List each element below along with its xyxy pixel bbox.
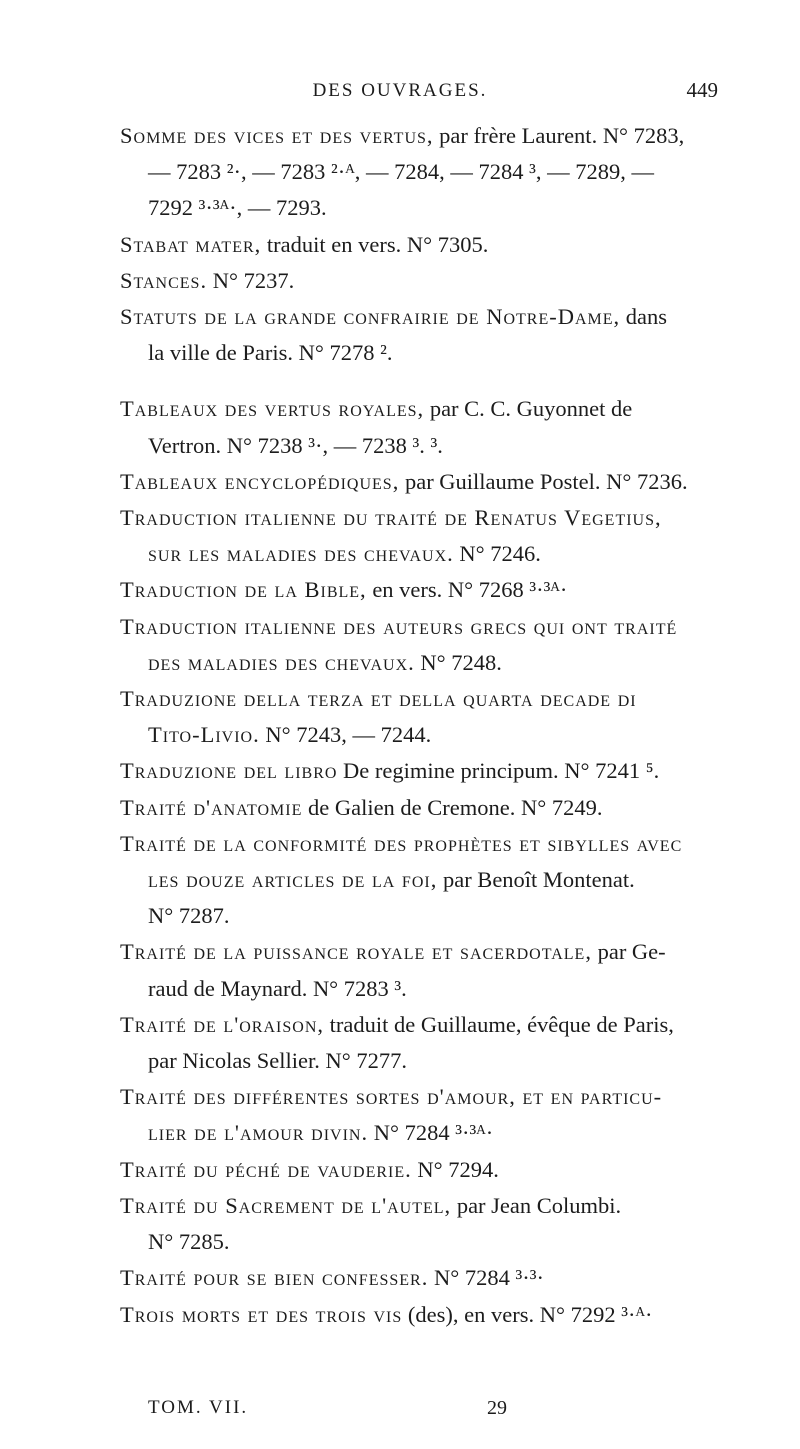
entry-title: Tito-Livio. xyxy=(148,722,260,748)
running-title: DES OUVRAGES. xyxy=(312,80,488,101)
entry-text: Vertron. N° 7238 ³·, — 7238 ³. ³. xyxy=(148,432,443,458)
entry-text: N° 7237. xyxy=(207,267,295,293)
entry-line xyxy=(0,536,800,572)
entry-line xyxy=(0,1152,800,1188)
entry-line xyxy=(0,335,800,371)
index-entry xyxy=(0,934,800,1006)
entry-title: Traité de l'oraison, xyxy=(120,1011,324,1037)
entry-text: en vers. N° 7268 ³·³ᴬ· xyxy=(366,577,568,603)
index-entry xyxy=(0,1079,800,1151)
entry-line xyxy=(0,391,800,427)
index-entry xyxy=(0,1007,800,1079)
entry-line xyxy=(0,971,800,1007)
entry-line xyxy=(0,500,800,536)
page-number: 449 xyxy=(686,78,718,102)
entry-title: Traduzione del libro xyxy=(120,758,338,784)
entry-text: par Benoît Montenat. xyxy=(437,867,635,893)
entry-title: les douze articles de la foi, xyxy=(148,867,438,893)
entry-line xyxy=(0,428,800,464)
index-entry xyxy=(0,681,800,753)
entry-line xyxy=(0,154,800,190)
entry-title: Stabat mater, xyxy=(120,231,262,257)
entry-title: Trois morts et des trois vis xyxy=(120,1301,403,1327)
entry-line xyxy=(0,862,800,898)
entry-title: lier de l'amour divin. xyxy=(148,1120,369,1146)
entry-text: traduit de Guillaume, évêque de Paris, xyxy=(324,1011,674,1037)
entry-text: raud de Maynard. N° 7283 ³. xyxy=(148,975,407,1001)
tome-label: TOM. VII. xyxy=(148,1397,249,1418)
page-header xyxy=(0,76,800,110)
entry-title: Traité du péché de vauderie. xyxy=(120,1156,412,1182)
entry-title: Traduction italienne des auteurs grecs qui ont traité xyxy=(120,613,678,639)
entry-line xyxy=(0,1043,800,1079)
entry-line xyxy=(0,263,800,299)
entry-line xyxy=(0,934,800,970)
entry-line xyxy=(0,1260,800,1296)
index-entry xyxy=(0,391,800,463)
entry-title: Traduction de la Bible, xyxy=(120,577,367,603)
entry-line xyxy=(0,1224,800,1260)
entry-title: Traduzione della terza et della quarta decade di xyxy=(120,686,637,712)
entry-line xyxy=(0,898,800,934)
entry-text: traduit en vers. N° 7305. xyxy=(261,231,489,257)
entry-line xyxy=(0,118,800,154)
entry-line xyxy=(0,790,800,826)
entry-text: 7292 ³·³ᴬ·, — 7293. xyxy=(148,195,327,221)
entry-title: Traité de la puissance royale et sacerdotale, xyxy=(120,939,592,965)
entry-line xyxy=(0,645,800,681)
index-entry xyxy=(0,1297,800,1333)
entry-text: N° 7287. xyxy=(148,903,230,929)
index-entry xyxy=(0,1152,800,1188)
entry-line xyxy=(0,1007,800,1043)
entry-text: N° 7284 ³·³· xyxy=(428,1265,544,1291)
entry-text: N° 7243, — 7244. xyxy=(259,722,432,748)
entry-text: par Nicolas Sellier. N° 7277. xyxy=(148,1048,407,1074)
index-entry xyxy=(0,609,800,681)
entry-line xyxy=(0,1115,800,1151)
entry-line xyxy=(0,1079,800,1115)
entry-title: Traité d'anatomie xyxy=(120,794,303,820)
entry-text: N° 7284 ³·³ᴬ· xyxy=(368,1120,494,1146)
entry-text: N° 7246. xyxy=(453,541,541,567)
entry-line xyxy=(0,464,800,500)
entry-title: Traité de la conformité des prophètes et sibylles avec xyxy=(120,830,683,856)
entry-line xyxy=(0,681,800,717)
entry-line xyxy=(0,609,800,645)
entry-title: Tableaux des vertus royales, xyxy=(120,396,425,422)
entry-text: N° 7248. xyxy=(414,649,502,675)
entry-line xyxy=(0,572,800,608)
entry-text: De regimine principum. N° 7241 ⁵. xyxy=(337,758,660,784)
signature-mark: 29 xyxy=(487,1397,507,1419)
entry-title: Statuts de la grande confrairie de Notre-Dame, xyxy=(120,304,621,330)
entry-title: sur les maladies des chevaux. xyxy=(148,541,454,567)
index-entry xyxy=(0,572,800,608)
entry-line xyxy=(0,227,800,263)
index-entry xyxy=(0,464,800,500)
index-entry xyxy=(0,227,800,263)
entry-title: Traité pour se bien confesser. xyxy=(120,1265,429,1291)
entry-title: Traité des différentes sortes d'amour, et en particu- xyxy=(120,1084,663,1110)
entry-gap xyxy=(0,371,800,391)
entry-text: (des), en vers. N° 7292 ³·ᴬ· xyxy=(402,1301,653,1327)
entry-text: par Ge- xyxy=(591,939,666,965)
entry-title: Traduction italienne du traité de Renatus Vegetius, xyxy=(120,505,662,531)
entry-line xyxy=(0,190,800,226)
entry-title: Stances. xyxy=(120,267,208,293)
entry-title: Traité du Sacrement de l'autel, xyxy=(120,1192,452,1218)
entry-text: N° 7285. xyxy=(148,1229,230,1255)
entry-line xyxy=(0,1188,800,1224)
index-entry xyxy=(0,790,800,826)
index-entries xyxy=(0,118,800,1333)
index-entry xyxy=(0,753,800,789)
entry-text: la ville de Paris. N° 7278 ². xyxy=(148,340,393,366)
index-entry xyxy=(0,299,800,371)
entry-line xyxy=(0,1297,800,1333)
entry-title: Somme des vices et des vertus, xyxy=(120,123,434,148)
index-entry xyxy=(0,1188,800,1260)
page-footer xyxy=(0,1397,800,1427)
index-entry xyxy=(0,263,800,299)
entry-line xyxy=(0,826,800,862)
entry-text: par C. C. Guyonnet de xyxy=(424,396,633,422)
entry-text: — 7283 ²·, — 7283 ²·ᴬ, — 7284, — 7284 ³, — 7289, — xyxy=(148,159,654,185)
entry-text: N° 7294. xyxy=(411,1156,499,1182)
index-entry xyxy=(0,118,800,227)
entry-line xyxy=(0,299,800,335)
entry-title: Tableaux encyclopédiques, xyxy=(120,468,400,494)
entry-line xyxy=(0,753,800,789)
entry-text: par frère Laurent. N° 7283, xyxy=(433,123,685,148)
index-entry xyxy=(0,1260,800,1296)
index-entry xyxy=(0,826,800,935)
entry-text: dans xyxy=(620,304,668,330)
entry-title: des maladies des chevaux. xyxy=(148,649,415,675)
entry-text: par Jean Columbi. xyxy=(451,1192,622,1218)
entry-text: par Guillaume Postel. N° 7236. xyxy=(399,468,688,494)
entry-text: de Galien de Cremone. N° 7249. xyxy=(302,794,603,820)
index-entry xyxy=(0,500,800,572)
entry-line xyxy=(0,717,800,753)
